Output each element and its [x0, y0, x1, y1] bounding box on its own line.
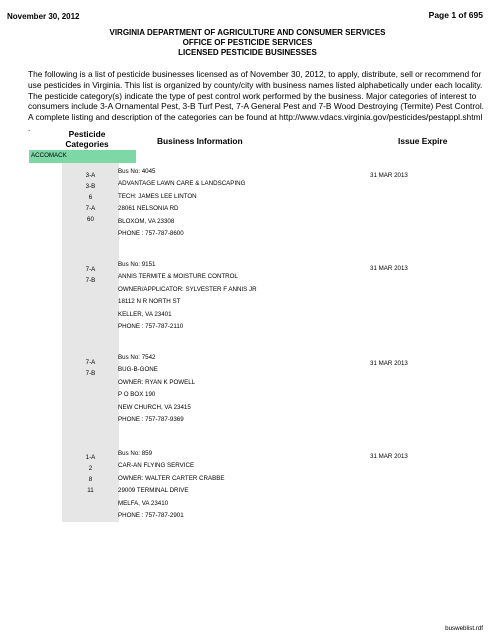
business-city: MELFA, VA 23410 — [118, 499, 169, 507]
category-code: 1-A — [85, 454, 96, 461]
category-code: 2 — [88, 465, 93, 472]
column-header-business-information: Business Information — [157, 136, 243, 146]
category-code: 6 — [88, 194, 93, 201]
business-number: Bus No: 859 — [118, 450, 153, 457]
issue-expire-date: 31 MAR 2013 — [370, 265, 408, 272]
category-list — [62, 357, 119, 379]
business-street: 28061 NELSONIA RD — [118, 205, 179, 213]
issue-expire-date: 31 MAR 2013 — [370, 453, 408, 460]
business-phone: PHONE : 757-787-9369 — [118, 416, 184, 424]
category-code: 3-A — [85, 172, 96, 179]
business-phone: PHONE : 757-787-2901 — [118, 512, 184, 520]
category-list — [62, 170, 119, 225]
business-info — [118, 352, 195, 426]
category-box — [62, 349, 119, 449]
footer-filename: busweblist.rdf — [445, 625, 483, 632]
column-header-pesticide-line2: Categories — [65, 139, 109, 149]
issue-expire-date: 31 MAR 2013 — [370, 172, 408, 179]
business-city: NEW CHURCH, VA 23415 — [118, 403, 191, 411]
category-code: 7-B — [85, 370, 96, 377]
report-date: November 30, 2012 — [7, 12, 80, 21]
category-code: 7-A — [85, 205, 96, 212]
county-label-box — [29, 150, 136, 163]
category-list — [62, 264, 119, 286]
column-header-pesticide-categories — [62, 129, 112, 149]
business-contact: OWNER/APPLICATOR: SYLVESTER F ANNIS JR — [118, 285, 257, 293]
business-name: ADVANTAGE LAWN CARE & LANDSCAPING — [118, 180, 246, 188]
business-number: Bus No: 4045 — [118, 168, 156, 175]
category-code: 7-B — [85, 277, 96, 284]
business-street: P O BOX 190 — [118, 391, 156, 399]
category-code: 7-A — [85, 359, 96, 366]
business-contact: OWNER: WALTER CARTER CRABBE — [118, 474, 225, 482]
business-name: BUG-B-GONE — [118, 366, 158, 374]
category-code: 60 — [87, 216, 94, 223]
business-contact: TECH: JAMES LEE LINTON — [118, 192, 197, 200]
category-box — [62, 256, 119, 358]
business-info — [118, 166, 245, 240]
intro-paragraph: The following is a list of pesticide businesses licensed as of November 30, 2012, to apply, distribute, sell or recommend for use pesticides in Virginia. This list is organized by county/city with business names listed alphabetically under each locality. The pesticide category(s) indicate the type of pest control work performed by the business. Major categories of interest to consumers include 3-A Ornamental Pest, 3-B Turf Pest, 7-A General Pest and 7-B Wood Destroying (Termite) Pest Control. A complete listing and description of the categories can be found at http://www.vdacs.virginia.gov/pesticides/pestappl.shtml . — [28, 69, 485, 133]
business-info — [118, 448, 224, 522]
title-list: LICENSED PESTICIDE BUSINESSES — [178, 48, 317, 57]
column-header-pesticide-line1: Pesticide — [68, 129, 106, 139]
business-street: 29009 TERMINAL DRIVE — [118, 487, 189, 495]
category-box — [62, 442, 119, 522]
title-office: OFFICE OF PESTICIDE SERVICES — [182, 38, 313, 47]
category-code: 3-B — [85, 183, 96, 190]
title-department: VIRGINIA DEPARTMENT OF AGRICULTURE AND CONSUMER SERVICES — [109, 28, 386, 37]
business-name: CAR-AN FLYING SERVICE — [118, 462, 195, 470]
document-titles — [0, 28, 495, 58]
business-phone: PHONE : 757-787-2110 — [118, 323, 184, 331]
county-name: ACCOMACK — [31, 152, 67, 159]
category-code: 11 — [87, 487, 94, 494]
business-info — [118, 259, 257, 333]
business-city: KELLER, VA 23401 — [118, 310, 172, 318]
category-box — [62, 163, 119, 265]
business-street: 18112 N R NORTH ST — [118, 298, 181, 306]
business-number: Bus No: 9151 — [118, 261, 156, 268]
business-phone: PHONE : 757-787-8600 — [118, 230, 184, 238]
business-name: ANNIS TERMITE & MOISTURE CONTROL — [118, 273, 238, 281]
business-city: BLOXOM, VA 23308 — [118, 217, 175, 225]
category-list — [62, 452, 119, 496]
category-code: 8 — [88, 476, 93, 483]
category-code: 7-A — [85, 266, 96, 273]
business-number: Bus No: 7542 — [118, 354, 156, 361]
issue-expire-date: 31 MAR 2013 — [370, 360, 408, 367]
business-contact: OWNER: RYAN K POWELL — [118, 378, 196, 386]
column-header-issue-expire: Issue Expire — [398, 136, 448, 146]
page-number: Page 1 of 695 — [428, 10, 483, 20]
